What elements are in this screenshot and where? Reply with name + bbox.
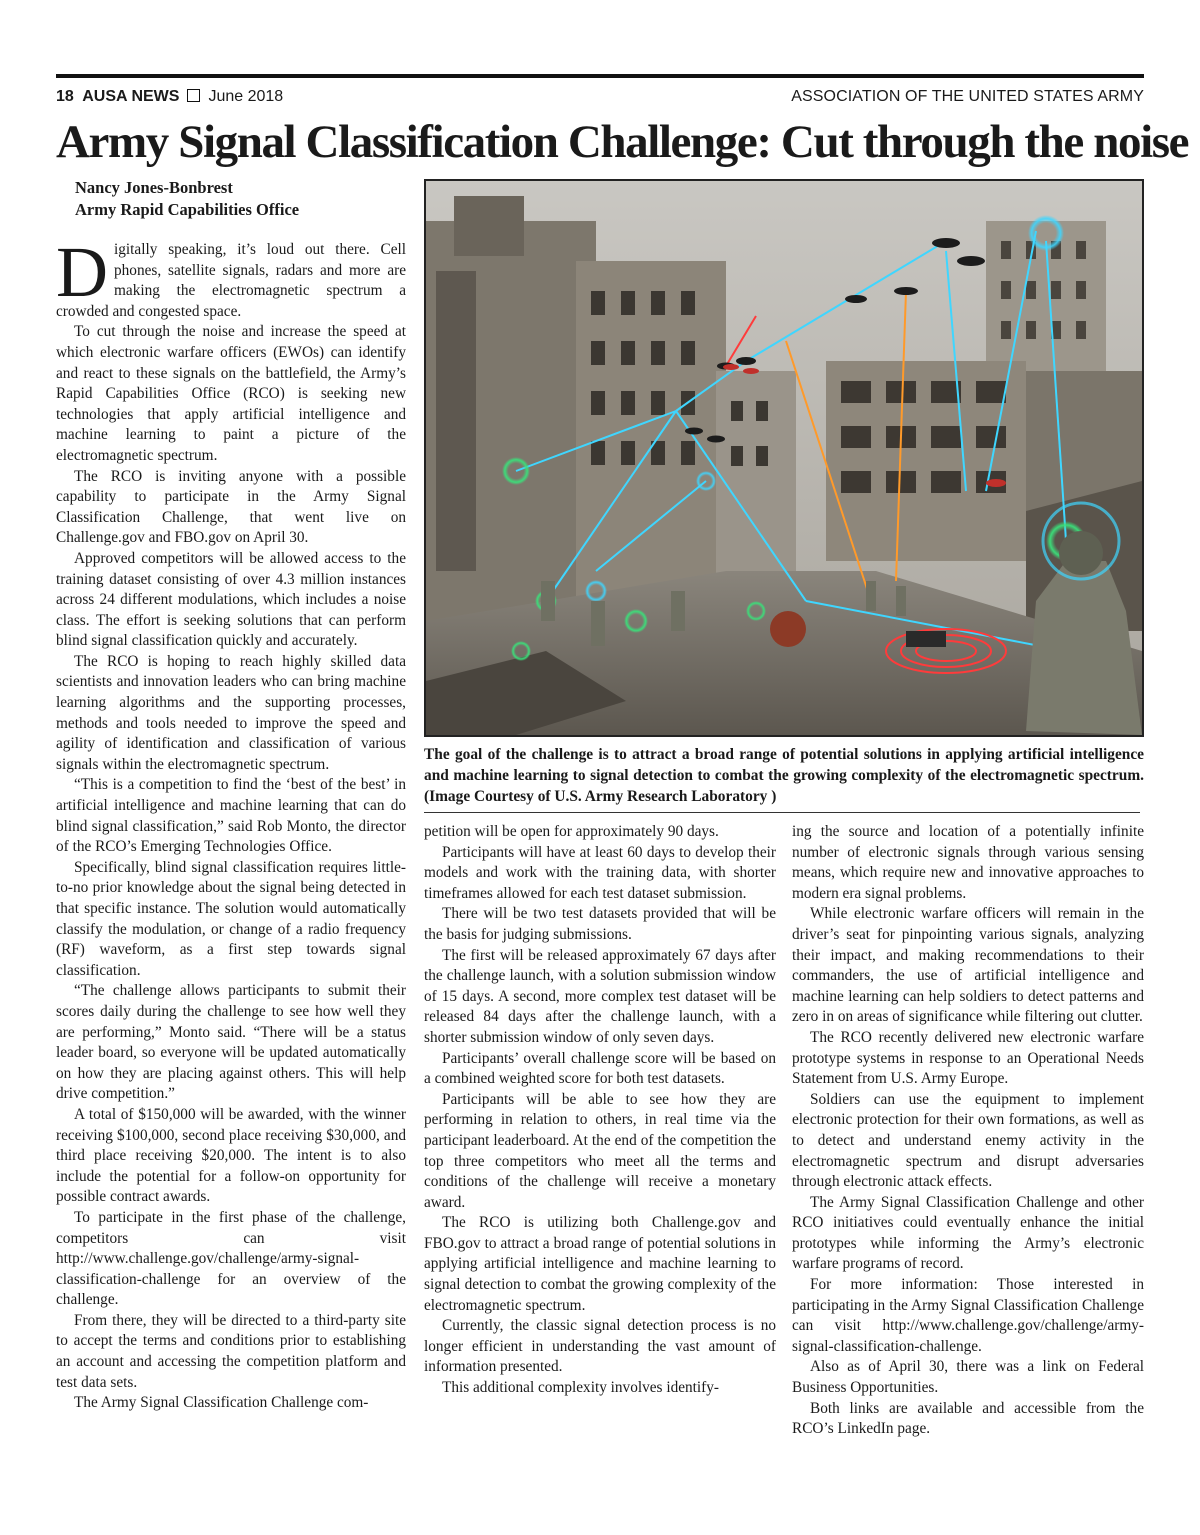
- masthead-left: [56, 88, 283, 106]
- paragraph: Approved competitors will be allowed access to the training dataset consisting of over 4.3 million instances across 24 different modulations, which includes a noise class. The effort is seeking solutions that can perform blind signal classification quickly and accurately.: [56, 549, 406, 650]
- paragraph: Participants will have at least 60 days to develop their models and work with the training data, with shorter timeframes allowed for each test dataset submission.: [424, 843, 776, 902]
- paragraph: While electronic warfare officers will remain in the driver’s seat for pinpointing various signals, analyzing their impact, and making recommendations to their commanders, the use of artificial intelligence and machine learning can help soldiers to detect patterns and zero in on areas of significance while filtering out clutter.: [792, 905, 1144, 1026]
- author-name: Nancy Jones-Bonbrest: [75, 178, 233, 197]
- rusted-spool: [770, 611, 806, 647]
- paragraph: The RCO is inviting anyone with a possible capability to participate in the Army Signal Classification Challenge, that went live on Challenge.gov and FBO.gov on April 30.: [56, 467, 406, 547]
- paragraph: Participants will be able to see how they are performing in relation to others, in real time via the participant leaderboard. At the end of the competition the top three competitors who meet all the terms and conditions of the challenge will receive a monetary award.: [424, 1090, 776, 1211]
- drop-cap: D: [56, 232, 108, 312]
- paragraph: petition will be open for approximately 90 days.: [424, 823, 719, 840]
- paragraph: Digitally speaking, it’s loud out there. Cell phones, satellite signals, radars and more are making the electromagnetic spectrum a crowded and congested space.: [56, 232, 406, 320]
- paragraph: To cut through the noise and increase the speed at which electronic warfare officers (EWOs) can identify and react to these signals on the battlefield, the Army’s Rapid Capabilities Office (RCO) is seeking new technologies that apply artificial intelligence and machine learning to paint a picture of the electromagnetic spectrum.: [56, 323, 406, 464]
- photo-caption: The goal of the challenge is to attract a broad range of potential solutions in applying artificial intelligence and machine learning to signal detection to combat the growing complexity of the electromagnetic spectrum. (Image Courtesy of U.S. Army Research Laboratory ): [424, 746, 1144, 805]
- page-title: Army Signal Classification Challenge: Cut through the noise: [56, 116, 1189, 168]
- paragraph: “This is a competition to find the ‘best of the best’ in artificial intelligence and machine learning that can do blind signal classification,” said Rob Monto, the director of the RCO’s Emerging Technologies Office.: [56, 776, 406, 856]
- ground-robot: [906, 631, 946, 647]
- paragraph: The Army Signal Classification Challenge com-: [74, 1394, 369, 1412]
- paragraph: The Army Signal Classification Challenge and other RCO initiatives could eventually enhance the initial prototypes while informing the Army’s electronic warfare programs of record.: [792, 1193, 1144, 1273]
- paragraph: Also as of April 30, there was a link on Federal Business Opportunities.: [792, 1358, 1144, 1397]
- top-rule: [56, 74, 1144, 78]
- paragraph: A total of $150,000 will be awarded, with the winner receiving $100,000, second place receiving $30,000, and third place receiving $20,000. The intent is to also include the potential for a follow-on opportunity for possible contract awards.: [56, 1105, 406, 1206]
- paragraph: This additional complexity involves identify-: [442, 1379, 719, 1397]
- page-number: 18: [56, 88, 74, 105]
- author-affiliation: Army Rapid Capabilities Office: [75, 200, 300, 219]
- issue-date: June 2018: [208, 88, 284, 105]
- paragraph: ing the source and location of a potentially infinite number of electronic signals through various sensing means, which require new and innovative approaches to modern era signal problems.: [792, 823, 1144, 902]
- masthead: [56, 88, 1144, 110]
- paragraph: Specifically, blind signal classification requires little-to-no prior knowledge about the signal being detected in that specific instance. The solution would automatically classify the modulation, or change of a radio frequency (RF) waveform, as a first step towards signal classification.: [56, 858, 406, 979]
- paragraph: To participate in the first phase of the challenge, competitors can visit http://www.challenge.gov/challenge/army-signal-classification-challenge for an overview of the challenge.: [56, 1208, 406, 1309]
- paragraph: The RCO recently delivered new electronic warfare prototype systems in response to an Operational Needs Statement from U.S. Army Europe.: [792, 1028, 1144, 1088]
- paragraph: Both links are available and accessible from the RCO’s LinkedIn page.: [792, 1399, 1144, 1438]
- battlefield-illustration: [426, 181, 1142, 735]
- article-column-2: [424, 822, 776, 1399]
- publication-name: AUSA NEWS: [82, 88, 180, 105]
- paragraph: The RCO is hoping to reach highly skilled data scientists and innovation leaders who can bring machine learning algorithms and the supporting processes, methods and tools needed to improve the speed and agility of identification and classification of various signals within the electromagnetic spectrum.: [56, 652, 406, 773]
- paragraph: There will be two test datasets provided that will be the basis for judging submissions.: [424, 905, 776, 943]
- article-photo: [424, 179, 1144, 737]
- article-column-1: [56, 232, 406, 1414]
- paragraph: The RCO is utilizing both Challenge.gov and FBO.gov to attract a broad range of potential solutions in applying artificial intelligence and machine learning to signal detection to combat the growing complexity of the electromagnetic spectrum.: [424, 1214, 776, 1314]
- paragraph: Participants’ overall challenge score will be based on a combined weighted score for both test datasets.: [424, 1049, 776, 1088]
- paragraph: The first will be released approximately 67 days after the challenge launch, with a solution submission window of 15 days. A second, more complex test dataset will be released 84 days after the challenge launch, with a shorter submission window of only seven days.: [424, 946, 776, 1046]
- paragraph: “The challenge allows participants to submit their scores daily during the challenge to see how well they are performing,” Monto said. “There will be a status leader board, so everyone will be updated automatically on how they are placing against others. This will help drive competition.”: [56, 982, 406, 1103]
- byline: [75, 177, 299, 221]
- paragraph: From there, they will be directed to a third-party site to accept the terms and conditions prior to establishing an account and accessing the competition platform and test data sets.: [56, 1311, 406, 1391]
- organization-name: ASSOCIATION OF THE UNITED STATES ARMY: [791, 88, 1144, 105]
- caption-divider: [424, 812, 1140, 813]
- article-column-3: [792, 822, 1144, 1440]
- paragraph: Currently, the classic signal detection process is no longer efficient in understanding the vast amount of information presented.: [424, 1317, 776, 1376]
- paragraph: For more information: Those interested in participating in the Army Signal Classification Challenge can visit http://www.challenge.gov/challenge/army-signal-classification-challenge.: [792, 1276, 1144, 1355]
- paragraph: Soldiers can use the equipment to implement electronic protection for their own formations, as well as to detect and understand enemy activity in the electromagnetic spectrum and disrupt adversaries through electronic attack effects.: [792, 1090, 1144, 1191]
- square-bullet-icon: [187, 89, 200, 102]
